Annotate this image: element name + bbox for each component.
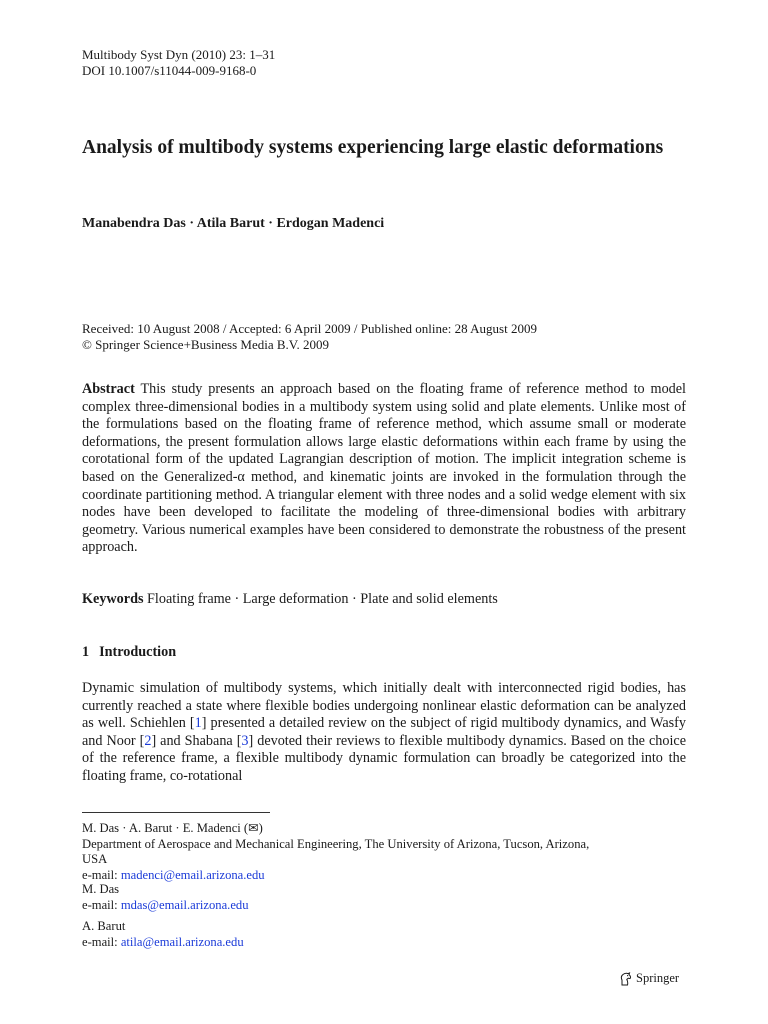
citation-link-2[interactable]: 2 <box>144 732 152 749</box>
footnote-barut <box>82 919 682 950</box>
journal-header <box>82 47 275 78</box>
introduction-paragraph <box>82 680 686 786</box>
springer-horse-logo-icon <box>619 972 632 986</box>
copyright: © Springer Science+Business Media B.V. 2009 <box>82 337 329 352</box>
abstract-label: Abstract <box>82 381 135 397</box>
keywords <box>82 591 498 608</box>
doi: DOI 10.1007/s11044-009-9168-0 <box>82 62 257 78</box>
intro-text-3: ] and Shabana [ <box>151 732 242 749</box>
date-history: Received: 10 August 2008 / Accepted: 6 April 2009 / Published online: 28 August 2009 <box>82 321 537 336</box>
paper-title: Analysis of multibody systems experiencing large elastic deformations <box>82 137 664 158</box>
footnote-affiliation <box>82 821 682 883</box>
affiliation-line-1: Department of Aerospace and Mechanical Engineering, The University of Arizona, Tucson, Arizona, <box>82 836 590 851</box>
section-number: 1 <box>82 644 90 660</box>
section-heading <box>82 644 176 661</box>
email-link-madenci[interactable]: madenci@email.arizona.edu <box>120 867 265 882</box>
author-list: Manabendra Das · Atila Barut · Erdogan Madenci <box>82 216 385 231</box>
intro-text-2: ] presented a detailed review on the subject of rigid multibody dynamics, and Wasfy and Noor [ <box>82 715 686 749</box>
barut-name: A. Barut <box>82 919 126 933</box>
publisher-mark <box>619 971 679 986</box>
footnote-authors: M. Das · A. Barut · E. Madenci (✉) <box>82 821 263 835</box>
email-barut-line <box>82 935 682 951</box>
email-link-barut[interactable]: atila@email.arizona.edu <box>120 934 244 949</box>
journal-citation: Multibody Syst Dyn (2010) 23: 1–31 <box>82 47 276 62</box>
publication-history <box>82 321 537 353</box>
abstract <box>82 381 686 557</box>
email-label: e-mail: <box>82 897 118 912</box>
intro-text-1: Dynamic simulation of multibody systems, which initially dealt with interconnected rigid bodies, has currently reached a state where flexible bodies undergoing nonlinear elastic deformation can be analyzed as well. Schiehlen [ <box>82 680 686 732</box>
keywords-label: Keywords <box>82 591 144 607</box>
intro-text-4: ] devoted their reviews to flexible multibody dynamics. Based on the choice of the reference frame, a flexible multibody dynamic formulation can broadly be categorized into the floating frame, co-rotational <box>82 732 686 784</box>
keywords-text: Floating frame · Large deformation · Plate and solid elements <box>147 591 498 607</box>
email-madenci-line <box>82 868 682 884</box>
citation-link-1[interactable]: 1 <box>194 715 202 732</box>
footnote-divider <box>82 812 270 813</box>
section-title: Introduction <box>99 644 177 660</box>
footnote-das <box>82 882 682 913</box>
email-link-das[interactable]: mdas@email.arizona.edu <box>120 897 249 912</box>
email-das-line <box>82 898 682 914</box>
publisher-name: Springer <box>636 971 680 985</box>
email-label: e-mail: <box>82 867 118 882</box>
abstract-text: This study presents an approach based on the floating frame of reference method to model complex three-dimensional bodies in a multibody system using solid and plate elements. Unlike most of the formulations based on the floating frame of reference method, which assume small or moderate deformations, the present formulation allows large elastic deformations within each frame by using the corotational form of the updated Lagrangian description of motion. The implicit integration scheme is based on the Generalized-α method, and kinematic joints are invoked in the formulation through the coordinate partitioning method. A triangular element with three nodes and a solid wedge element with six nodes have been developed to facilitate the modeling of three-dimensional bodies with arbitrary geometry. Various numerical examples have been considered to demonstrate the robustness of the present approach. <box>82 381 687 556</box>
citation-link-3[interactable]: 3 <box>241 732 249 749</box>
email-label: e-mail: <box>82 934 118 949</box>
affiliation-line-2: USA <box>82 852 108 866</box>
das-name: M. Das <box>82 882 120 896</box>
